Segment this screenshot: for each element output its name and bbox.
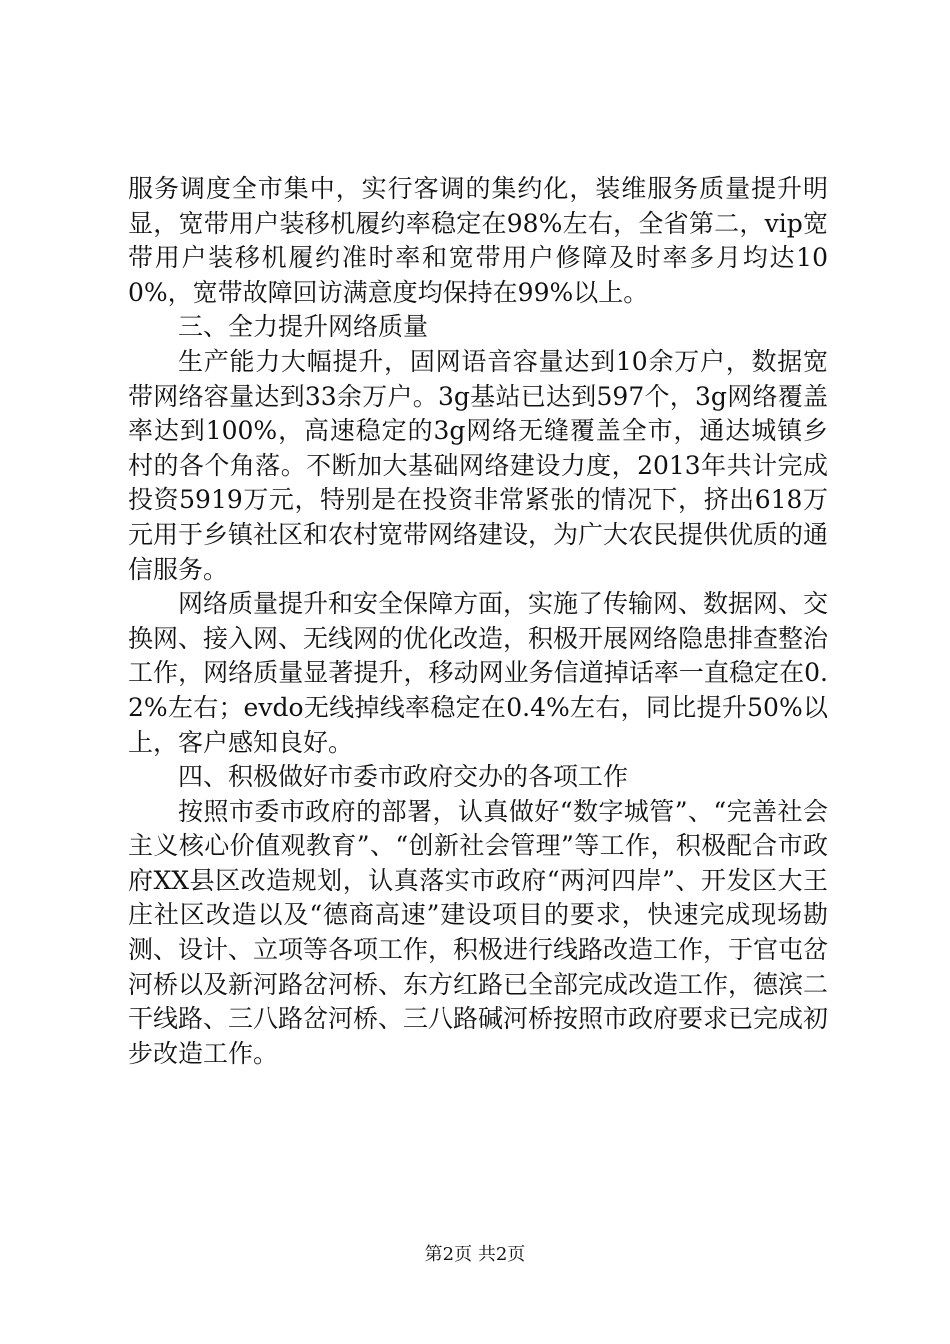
section-heading-government-tasks: 四、积极做好市委市政府交办的各项工作 xyxy=(178,762,629,792)
paragraph-network-security: 网络质量提升和安全保障方面，实施了传输网、数据网、交换网、接入网、无线网的优化改造，积极开展网络隐患排查整治工作，网络质量显著提升，移动网业务信道掉话率一直稳定在0.2%左右；evdo无线掉线率稳定在0.4%左右，同比提升50%以上，客户感知良好。 xyxy=(128,589,829,757)
paragraph-production-capacity: 生产能力大幅提升，固网语音容量达到10余万户，数据宽带网络容量达到33余万户。3g基站已达到597个，3g网络覆盖率达到100%，高速稳定的3g网络无缝覆盖全市，通达城镇乡村的各个角落。不断加大基础网络建设力度，2013年共计完成投资5919万元，特别是在投资非常紧张的情况下，挤出618万元用于乡镇社区和农村宽带网络建设，为广大农民提供优质的通信服务。 xyxy=(128,346,829,584)
paragraph-government-projects: 按照市委市政府的部署，认真做好“数字城管”、“完善社会主义核心价值观教育”、“创新社会管理”等工作，积极配合市政府XX县区改造规划，认真落实市政府“两河四岸”、开发区大王庄社区改造以及“德商高速”建设项目的要求，快速完成现场勘测、设计、立项等各项工作，积极进行线路改造工作，于官屯岔河桥以及新河路岔河桥、东方红路已全部完成改造工作，德滨二干线路、三八路岔河桥、三八路碱河桥按照市政府要求已完成初步改造工作。 xyxy=(128,796,829,1068)
document-body xyxy=(128,172,828,1071)
page-footer: 第2页 共2页 xyxy=(424,1244,526,1265)
paragraph-service-dispatch: 服务调度全市集中，实行客调的集约化，装维服务质量提升明显，宽带用户装移机履约率稳定在98%左右，全省第二，vip宽带用户装移机履约准时率和宽带用户修障及时率多月均达100%，宽带故障回访满意度均保持在99%以上。 xyxy=(128,174,828,307)
section-heading-network-quality: 三、全力提升网络质量 xyxy=(178,312,429,342)
